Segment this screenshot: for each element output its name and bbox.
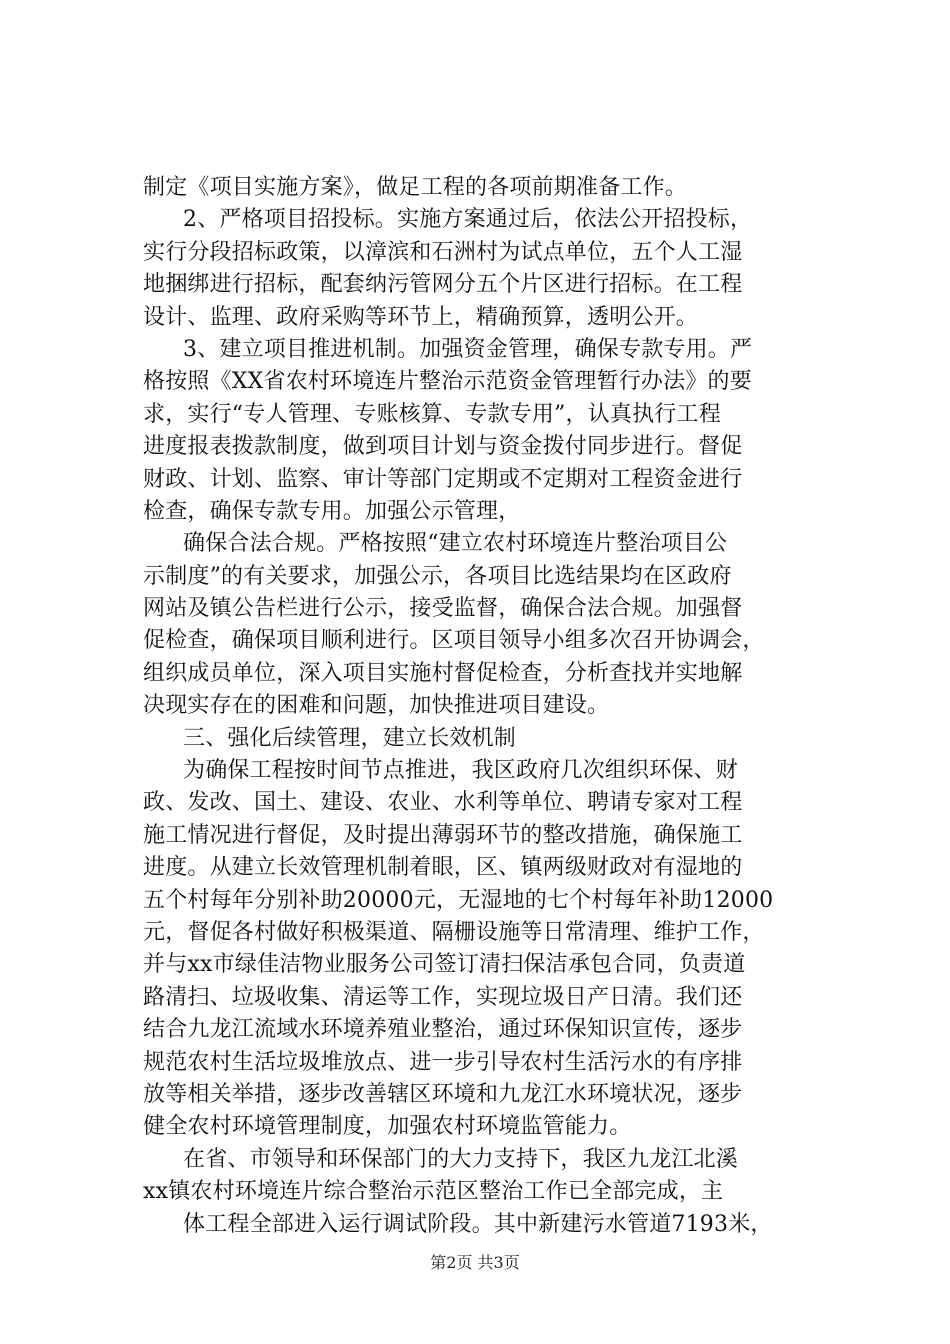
text-line: 规范农村生活垃圾堆放点、进一步引导农村生活污水的有序排: [143, 1049, 743, 1075]
text-line: 并与xx市绿佳洁物业服务公司签订清扫保洁承包合同，负责道: [143, 952, 746, 978]
text-line: 施工情况进行督促，及时提出薄弱环节的整改措施，确保施工: [143, 822, 743, 848]
text-line: 设计、监理、政府采购等环节上，精确预算，透明公开。: [143, 304, 699, 330]
text-line: 3、建立项目推进机制。加强资金管理，确保专款专用。严: [183, 336, 753, 362]
text-line: 求，实行“专人管理、专账核算、专款专用”，认真执行工程: [143, 401, 721, 427]
text-line: 地捆绑进行招标，配套纳污管网分五个片区进行招标。在工程: [143, 272, 743, 298]
text-line: 格按照《XX省农村环境连片整治示范资金管理暂行办法》的要: [143, 369, 752, 395]
text-line: 为确保工程按时间节点推进，我区政府几次组织环保、财: [183, 758, 739, 784]
page-footer: 第2页 共3页: [430, 1253, 520, 1272]
text-line: 实行分段招标政策，以漳滨和石洲村为试点单位，五个人工湿: [143, 239, 743, 265]
text-line: xx镇农村环境连片综合整治示范区整治工作已全部完成，主: [143, 1179, 724, 1205]
text-line: 制定《项目实施方案》，做足工程的各项前期准备工作。: [143, 175, 688, 200]
text-line: 放等相关举措，逐步改善辖区环境和九龙江水环境状况，逐步: [143, 1081, 743, 1107]
text-line: 2、严格项目招投标。实施方案通过后，依法公开招投标，: [183, 207, 753, 233]
text-line: 财政、计划、监察、审计等部门定期或不定期对工程资金进行: [143, 466, 743, 492]
text-line: 确保合法合规。严格按照“建立农村环境连片整治项目公: [183, 531, 728, 557]
text-line: 示制度”的有关要求，加强公示，各项目比选结果均在区政府: [143, 563, 732, 589]
text-line: 三、强化后续管理，建立长效机制: [183, 725, 517, 751]
text-line: 进度。从建立长效管理机制着眼，区、镇两级财政对有湿地的: [143, 855, 743, 881]
document-body: [143, 172, 843, 1241]
text-line: 五个村每年分别补助20000元，无湿地的七个村每年补助12000: [143, 887, 774, 913]
text-line: 决现实存在的困难和问题，加快推进项目建设。: [143, 693, 610, 719]
text-line: 健全农村环境管理制度，加强农村环境监管能力。: [143, 1114, 632, 1140]
text-line: 体工程全部进入运行调试阶段。其中新建污水管道7193米，: [183, 1211, 773, 1237]
text-line: 政、发改、国土、建设、农业、水利等单位、聘请专家对工程: [143, 790, 743, 816]
text-line: 结合九龙江流域水环境养殖业整治，通过环保知识宣传，逐步: [143, 1017, 743, 1043]
text-line: 在省、市领导和环保部门的大力支持下，我区九龙江北溪: [183, 1146, 739, 1172]
text-line: 网站及镇公告栏进行公示，接受监督，确保合法合规。加强督: [143, 596, 743, 622]
text-line: 元，督促各村做好积极渠道、隔栅设施等日常清理、维护工作，: [143, 919, 765, 945]
text-line: 促检查，确保项目顺利进行。区项目领导小组多次召开协调会，: [143, 628, 765, 654]
text-line: 检查，确保专款专用。加强公示管理，: [143, 498, 521, 524]
text-line: 组织成员单位，深入项目实施村督促检查，分析查找并实地解: [143, 660, 743, 686]
text-line: 路清扫、垃圾收集、清运等工作，实现垃圾日产日清。我们还: [143, 984, 743, 1010]
text-line: 进度报表拨款制度，做到项目计划与资金拨付同步进行。督促: [143, 434, 743, 460]
